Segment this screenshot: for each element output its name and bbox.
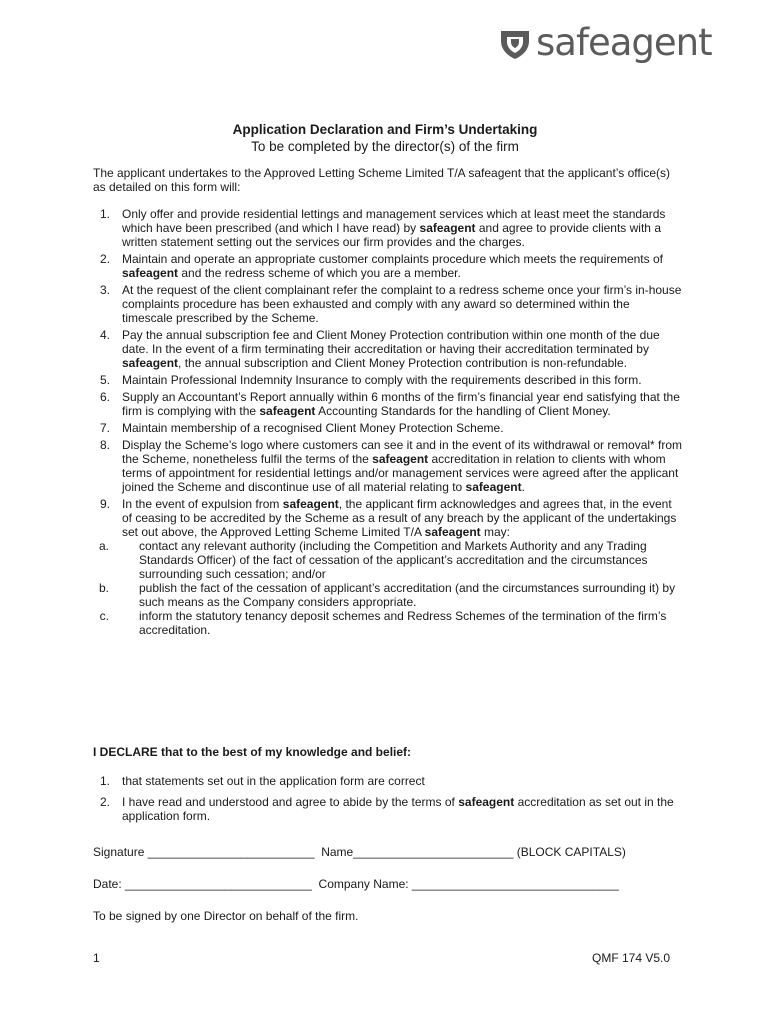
sub-list-item	[93, 581, 683, 609]
page-subtitle: To be completed by the director(s) of the firm	[251, 139, 519, 154]
item-number: 4.	[100, 328, 111, 342]
item-number: 2.	[100, 795, 111, 809]
sub-item-text: contact any relevant authority (including the Competition and Markets Authority and any Trading Standards Officer) of the fact of cessation of the applicant’s accreditation and the circumstances surrounding such cessation; and/or	[139, 539, 648, 581]
page-title: Application Declaration and Firm’s Undertaking	[232, 122, 538, 137]
sub-item-label: a.	[98, 539, 109, 553]
item-number: 5.	[100, 373, 111, 387]
list-item	[93, 421, 683, 435]
item-text: Maintain and operate an appropriate customer complaints procedure which meets the requirements of safeagent and the redress scheme of which you are a member.	[122, 252, 663, 280]
signed-note: To be signed by one Director on behalf of the firm.	[93, 909, 359, 923]
item-text: Maintain Professional Indemnity Insurance to comply with the requirements described in this form.	[122, 373, 642, 387]
declarations-list	[93, 774, 683, 830]
signature-line[interactable]: Signature _________________________ Name________________________ (BLOCK CAPITALS)	[93, 845, 626, 859]
intro-paragraph: The applicant undertakes to the Approved Letting Scheme Limited T/A safeagent that the applicant’s office(s) as detailed on this form will:	[93, 166, 671, 194]
item-number: 3.	[100, 283, 111, 297]
sub-item-text: inform the statutory tenancy deposit schemes and Redress Schemes of the termination of the firm’s accreditation.	[139, 609, 667, 637]
item-number: 8.	[100, 438, 111, 452]
sub-item-label: c.	[99, 609, 109, 623]
list-item	[93, 497, 683, 637]
list-item	[93, 252, 683, 280]
declaration-heading: I DECLARE that to the best of my knowledge and belief:	[93, 745, 412, 759]
list-item	[93, 207, 683, 249]
item-number: 2.	[100, 252, 111, 266]
item-text: Supply an Accountant’s Report annually within 6 months of the firm’s financial year end satisfying that the firm is complying with the safeagent Accounting Standards for the handling of Client Money.	[122, 390, 680, 418]
item-text: In the event of expulsion from safeagent, the applicant firm acknowledges and agrees that, in the event of ceasing to be accredited by the Scheme as a result of any breach by the applicant of the undertakings set out above, the Approved Letting Scheme Limited T/A safeagent may: a. contact any relevant authority (including the Competition and Markets Authority and any Trading Standards Officer) of the fact of cessation of the applicant’s accreditation and the circumstances surrounding such cessation; and/or b. publish the fact of the cessation of applicant’s accreditation (and the circumstances surrounding it) by such means as the Company considers appropriate. c. inform the statutory tenancy deposit schemes and Redress Schemes of the termination of the firm’s accreditation.	[122, 497, 683, 637]
sub-list-item	[93, 609, 683, 637]
list-item	[93, 774, 683, 788]
item-number: 7.	[100, 421, 111, 435]
item-text: that statements set out in the application form are correct	[122, 774, 425, 788]
item-text: Display the Scheme’s logo where customers can see it and in the event of its withdrawal or removal* from the Scheme, nonetheless fulfil the terms of the safeagent accreditation in relation to clients with whom terms of appointment for residential lettings and/or management services were agreed after the applicant joined the Scheme and discontinue use of all material relating to safeagent.	[122, 438, 683, 494]
safeagent-logo	[497, 21, 712, 64]
date-company-line[interactable]: Date: ____________________________ Company Name: _______________________________	[93, 877, 619, 891]
logo-wordmark: safeagent	[536, 21, 712, 64]
item-text: Pay the annual subscription fee and Client Money Protection contribution within one month of the due date. In the event of a firm terminating their accreditation or having their accreditation terminated by safeagent, the annual subscription and Client Money Protection contribution is non-refundable.	[122, 328, 660, 370]
list-item	[93, 373, 683, 387]
list-item	[93, 328, 683, 370]
item-text: I have read and understood and agree to abide by the terms of safeagent accreditation as set out in the application form.	[122, 795, 674, 823]
item-text: Maintain membership of a recognised Client Money Protection Scheme.	[122, 421, 504, 435]
item-text: At the request of the client complainant refer the complaint to a redress scheme once your firm’s in-house complaints procedure has been exhausted and comply with any award so determined within the timescale prescribed by the Scheme.	[122, 283, 682, 325]
item-number: 1.	[100, 207, 111, 221]
list-item	[93, 283, 683, 325]
list-item	[93, 438, 683, 494]
list-item	[93, 390, 683, 418]
item-number: 1.	[100, 774, 111, 788]
undertakings-list	[93, 207, 683, 640]
item-number: 6.	[100, 390, 111, 404]
list-item	[93, 795, 683, 823]
sub-item-label: b.	[98, 581, 109, 595]
item-number: 9.	[100, 497, 111, 511]
page-number: 1	[93, 951, 100, 965]
sub-list-item	[93, 539, 683, 581]
document-reference: QMF 174 V5.0	[592, 951, 671, 965]
shield-check-icon	[497, 25, 533, 61]
sub-item-text: publish the fact of the cessation of applicant’s accreditation (and the circumstances surrounding it) by such means as the Company considers appropriate.	[139, 581, 676, 609]
item-text: Only offer and provide residential lettings and management services which at least meet the standards which have been prescribed (and which I have read) by safeagent and agree to provide clients with a written statement setting out the services our firm provides and the charges.	[122, 207, 666, 249]
